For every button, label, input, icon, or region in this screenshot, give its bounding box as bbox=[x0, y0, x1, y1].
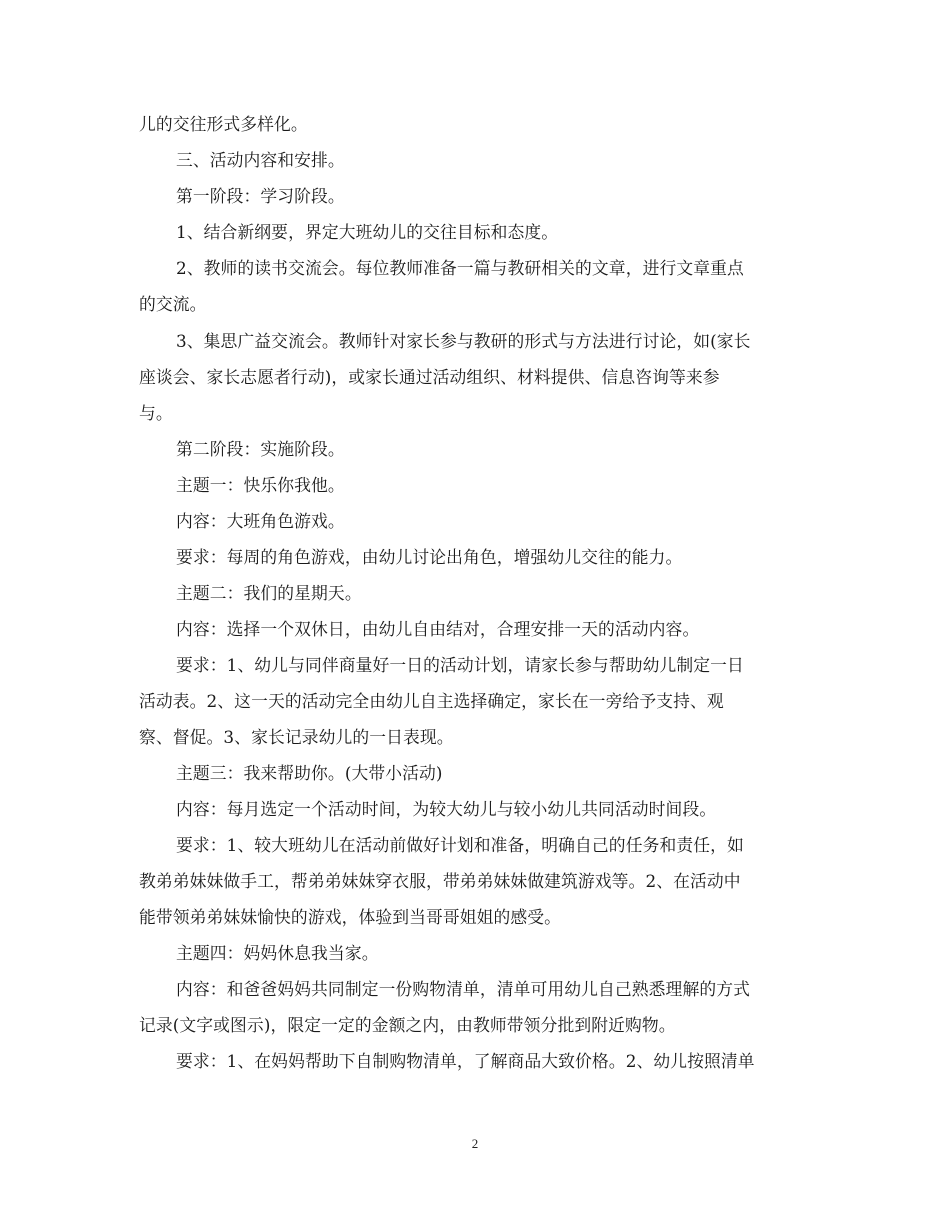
text-line: 2、教师的读书交流会。每位教师准备一篇与教研相关的文章，进行文章重点 bbox=[176, 258, 744, 278]
text-line: 与。 bbox=[139, 403, 173, 423]
text-line: 要求：1、幼儿与同伴商量好一日的活动计划，请家长参与帮助幼儿制定一日 bbox=[176, 655, 744, 675]
text-line: 内容：和爸爸妈妈共同制定一份购物清单，清单可用幼儿自己熟悉理解的方式 bbox=[176, 979, 750, 999]
theme-heading: 主题三：我来帮助你。(大带小活动) bbox=[176, 763, 443, 783]
text-line: 内容：每月选定一个活动时间，为较大幼儿与较小幼儿共同活动时间段。 bbox=[176, 799, 717, 819]
text-line: 活动表。2、这一天的活动完全由幼儿自主选择确定，家长在一旁给予支持、观 bbox=[139, 691, 724, 711]
text-line: 记录(文字或图示)，限定一定的金额之内，由教师带领分批到附近购物。 bbox=[139, 1015, 676, 1035]
text-line: 要求：1、较大班幼儿在活动前做好计划和准备，明确自己的任务和责任，如 bbox=[176, 835, 744, 855]
text-line: 要求：每周的角色游戏，由幼儿讨论出角色，增强幼儿交往的能力。 bbox=[176, 547, 683, 567]
text-line: 的交流。 bbox=[139, 294, 207, 314]
text-line: 内容：大班角色游戏。 bbox=[176, 511, 345, 531]
theme-heading: 主题二：我们的星期天。 bbox=[176, 583, 362, 603]
text-line: 察、督促。3、家长记录幼儿的一日表现。 bbox=[139, 727, 454, 747]
stage-heading: 第一阶段：学习阶段。 bbox=[176, 186, 345, 206]
text-line: 内容：选择一个双休日，由幼儿自由结对，合理安排一天的活动内容。 bbox=[176, 619, 700, 639]
theme-heading: 主题四：妈妈休息我当家。 bbox=[176, 943, 379, 963]
theme-heading: 主题一：快乐你我他。 bbox=[176, 475, 345, 495]
text-line: 3、集思广益交流会。教师针对家长参与教研的形式与方法进行讨论，如(家长 bbox=[176, 331, 751, 351]
page-number: 2 bbox=[471, 1136, 479, 1151]
text-line: 能带领弟弟妹妹愉快的游戏，体验到当哥哥姐姐的感受。 bbox=[139, 907, 562, 927]
text-line: 1、结合新纲要，界定大班幼儿的交往目标和态度。 bbox=[176, 222, 559, 242]
text-line: 教弟弟妹妹做手工，帮弟弟妹妹穿衣服，带弟弟妹妹做建筑游戏等。2、在活动中 bbox=[139, 871, 741, 891]
text-line: 要求：1、在妈妈帮助下自制购物清单，了解商品大致价格。2、幼儿按照清单 bbox=[176, 1051, 755, 1071]
stage-heading: 第二阶段：实施阶段。 bbox=[176, 439, 345, 459]
text-line: 儿的交往形式多样化。 bbox=[139, 114, 308, 134]
section-heading: 三、活动内容和安排。 bbox=[176, 150, 345, 170]
text-line: 座谈会、家长志愿者行动)，或家长通过活动组织、材料提供、信息咨询等来参 bbox=[139, 367, 720, 387]
